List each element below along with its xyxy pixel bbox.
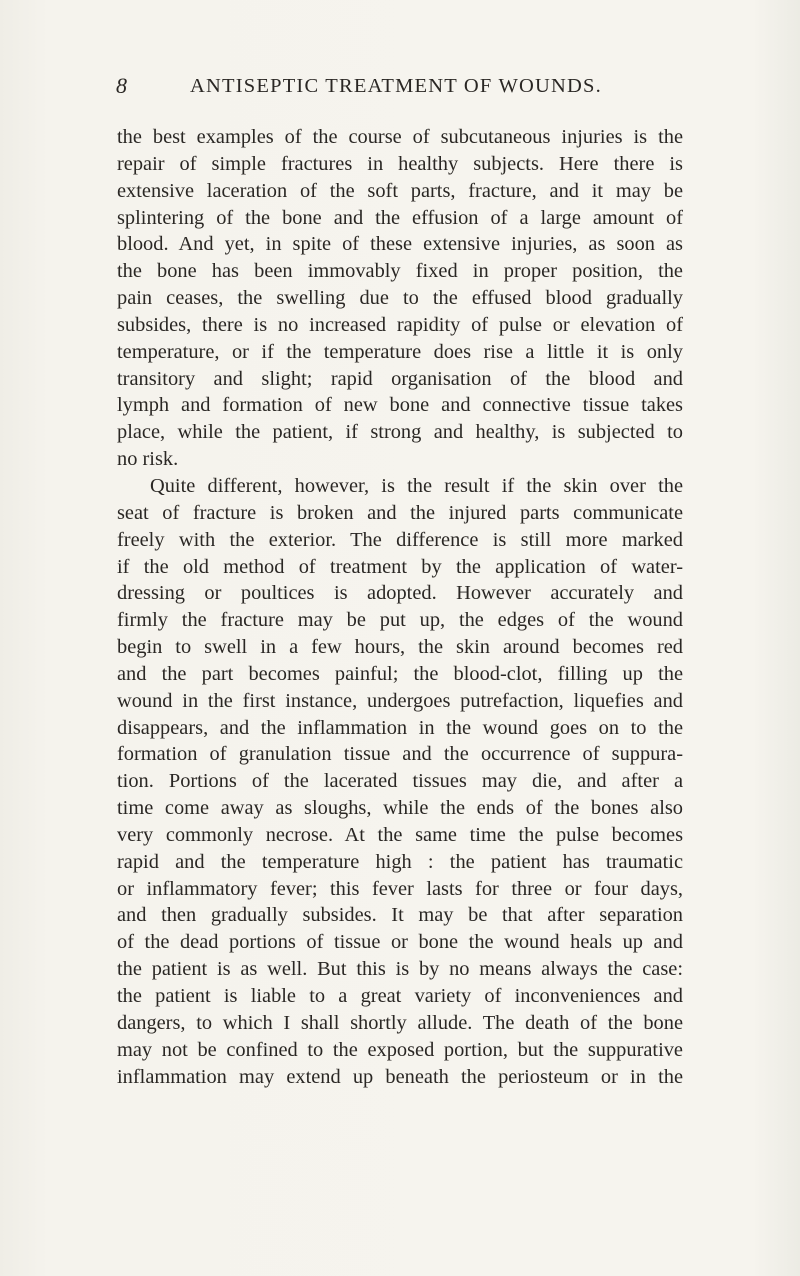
running-head <box>116 72 676 100</box>
text-line: may not be confined to the exposed portion, but the suppurative <box>117 1038 683 1061</box>
text-line: place, while the patient, if strong and healthy, is subjected to <box>117 421 683 444</box>
text-line: the patient is as well. But this is by no means always the case: <box>117 958 683 981</box>
running-title: ANTISEPTIC TREATMENT OF WOUNDS. <box>190 75 602 97</box>
text-line: no risk. <box>117 448 179 471</box>
text-line: lymph and formation of new bone and connective tissue takes <box>117 394 683 417</box>
text-line: splintering of the bone and the effusion of a large amount of <box>117 206 683 229</box>
text-line: begin to swell in a few hours, the skin around becomes red <box>117 636 683 659</box>
text-line: Quite different, however, is the result if the skin over the <box>150 474 683 497</box>
text-line: very commonly necrose. At the same time the pulse becomes <box>117 823 683 846</box>
text-line: the bone has been immovably fixed in proper position, the <box>117 260 683 283</box>
text-line: dangers, to which I shall shortly allude. The death of the bone <box>117 1011 683 1034</box>
text-line: dressing or poultices is adopted. However accurately and <box>117 582 683 605</box>
text-line: seat of fracture is broken and the injured parts communicate <box>117 501 683 524</box>
text-line: the patient is liable to a great variety of inconveniences and <box>117 985 683 1007</box>
text-line: firmly the fracture may be put up, the edges of the wound <box>117 609 683 632</box>
text-line: freely with the exterior. The difference is still more marked <box>117 528 683 551</box>
text-line: and then gradually subsides. It may be that after separation <box>117 904 683 927</box>
text-line: inflammation may extend up beneath the periosteum or in the <box>117 1065 683 1088</box>
text-line: time come away as sloughs, while the ends of the bones also <box>117 797 683 820</box>
text-line: blood. And yet, in spite of these extensive injuries, as soon as <box>117 233 683 256</box>
text-line: temperature, or if the temperature does rise a little it is only <box>117 340 683 363</box>
text-line: disappears, and the inflammation in the wound goes on to the <box>117 716 683 739</box>
text-line: if the old method of treatment by the application of water- <box>117 555 683 578</box>
body-text <box>117 124 683 1090</box>
text-line: subsides, there is no increased rapidity of pulse or elevation of <box>117 313 683 336</box>
paragraph <box>117 473 683 1090</box>
text-line: wound in the first instance, undergoes putrefaction, liquefies and <box>117 689 683 712</box>
page-number: 8 <box>116 73 127 98</box>
text-line: and the part becomes painful; the blood-clot, filling up the <box>117 662 683 685</box>
text-line: or inflammatory fever; this fever lasts for three or four days, <box>117 877 683 900</box>
text-line: of the dead portions of tissue or bone the wound heals up and <box>117 931 683 954</box>
text-line: formation of granulation tissue and the occurrence of suppura- <box>117 743 683 766</box>
text-line: repair of simple fractures in healthy subjects. Here there is <box>117 152 683 175</box>
paragraph <box>117 124 683 473</box>
text-line: extensive laceration of the soft parts, fracture, and it may be <box>117 179 683 202</box>
text-line: tion. Portions of the lacerated tissues may die, and after a <box>117 770 683 793</box>
text-line: rapid and the temperature high : the patient has traumatic <box>117 850 683 873</box>
text-line: pain ceases, the swelling due to the effused blood gradually <box>117 287 683 310</box>
text-line: the best examples of the course of subcutaneous injuries is the <box>117 126 683 148</box>
text-line: transitory and slight; rapid organisation of the blood and <box>117 367 683 390</box>
